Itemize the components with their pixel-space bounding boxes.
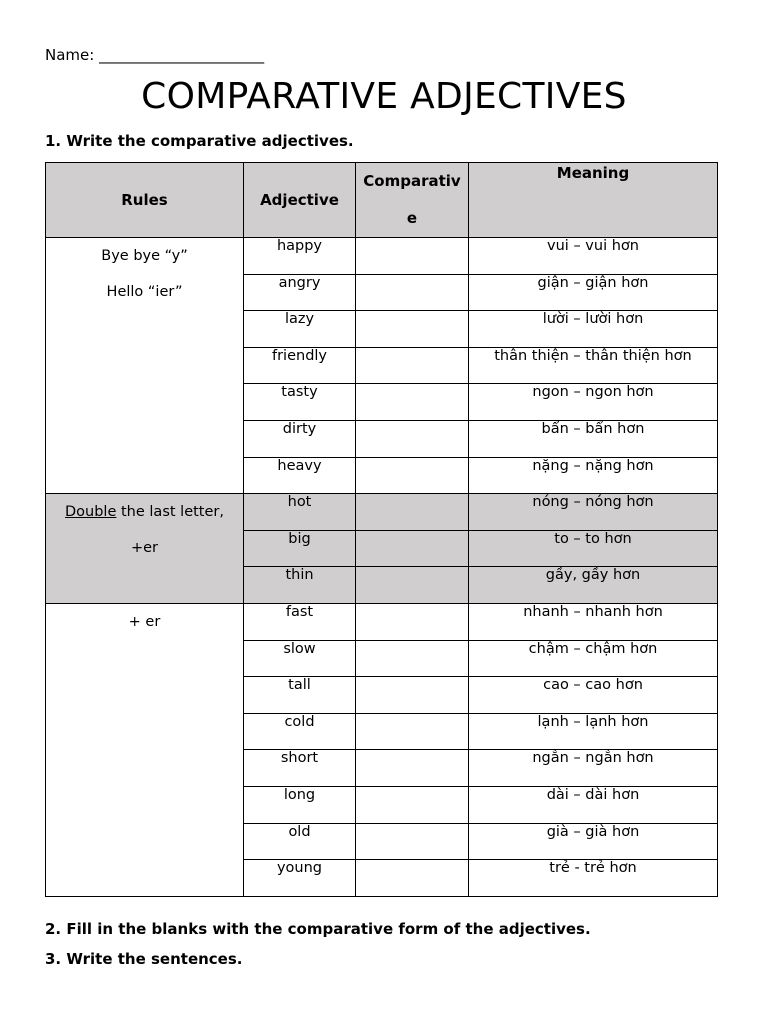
header-meaning-label: Meaning <box>556 164 630 182</box>
adjective-cell: short <box>244 750 356 787</box>
instruction-3: 3. Write the sentences. <box>45 950 243 968</box>
comparative-answer-cell[interactable] <box>356 530 469 567</box>
adjective-cell: tall <box>244 677 356 714</box>
adjective-cell: tasty <box>244 384 356 421</box>
adjective-cell: old <box>244 823 356 860</box>
adjective-cell: lazy <box>244 311 356 348</box>
adjective-cell: happy <box>244 238 356 275</box>
adjective-cell: hot <box>244 494 356 531</box>
meaning-cell: bẩn – bẩn hơn <box>469 420 718 457</box>
meaning-cell: gầy, gầy hơn <box>469 567 718 604</box>
comparative-answer-cell[interactable] <box>356 311 469 348</box>
comparative-answer-cell[interactable] <box>356 860 469 897</box>
header-meaning <box>469 163 718 238</box>
meaning-cell: dài – dài hơn <box>469 786 718 823</box>
instruction-2: 2. Fill in the blanks with the comparative form of the adjectives. <box>45 920 591 938</box>
meaning-cell: cao – cao hơn <box>469 677 718 714</box>
adjective-cell: cold <box>244 713 356 750</box>
meaning-cell: vui – vui hơn <box>469 238 718 275</box>
comparative-answer-cell[interactable] <box>356 494 469 531</box>
table-row <box>46 494 718 531</box>
comparative-answer-cell[interactable] <box>356 567 469 604</box>
header-comparative <box>356 163 469 238</box>
table-row <box>46 238 718 275</box>
adjective-cell: friendly <box>244 347 356 384</box>
meaning-cell: trẻ - trẻ hơn <box>469 860 718 897</box>
meaning-cell: lười – lười hơn <box>469 311 718 348</box>
adjective-cell: angry <box>244 274 356 311</box>
adjective-cell: heavy <box>244 457 356 494</box>
header-adjective: Adjective <box>244 163 356 238</box>
comparative-answer-cell[interactable] <box>356 420 469 457</box>
comparative-answer-cell[interactable] <box>356 677 469 714</box>
adjective-cell: long <box>244 786 356 823</box>
adjective-cell: slow <box>244 640 356 677</box>
rule-cell <box>46 494 244 604</box>
comparative-answer-cell[interactable] <box>356 750 469 787</box>
name-field-label: Name: ______________________ <box>45 46 265 64</box>
table-row <box>46 603 718 640</box>
adjective-cell: thin <box>244 567 356 604</box>
comparative-answer-cell[interactable] <box>356 347 469 384</box>
meaning-cell: thân thiện – thân thiện hơn <box>469 347 718 384</box>
table-header-row <box>46 163 718 238</box>
comparative-answer-cell[interactable] <box>356 713 469 750</box>
meaning-cell: chậm – chậm hơn <box>469 640 718 677</box>
meaning-cell: giận – giận hơn <box>469 274 718 311</box>
comparative-table <box>45 162 718 897</box>
meaning-cell: to – to hơn <box>469 530 718 567</box>
rule-cell <box>46 603 244 896</box>
rule-cell <box>46 238 244 494</box>
adjective-cell: big <box>244 530 356 567</box>
rule-text: Bye bye “y” <box>101 248 188 264</box>
meaning-cell: nặng – nặng hơn <box>469 457 718 494</box>
page-title: COMPARATIVE ADJECTIVES <box>141 76 627 117</box>
header-comparative-line1: Comparativ <box>363 172 461 190</box>
comparative-answer-cell[interactable] <box>356 640 469 677</box>
meaning-cell: nóng – nóng hơn <box>469 494 718 531</box>
rule-text: +er <box>130 540 159 557</box>
adjective-cell: dirty <box>244 420 356 457</box>
comparative-answer-cell[interactable] <box>356 786 469 823</box>
comparative-answer-cell[interactable] <box>356 457 469 494</box>
rule-text: Hello “ier” <box>106 284 183 300</box>
comparative-answer-cell[interactable] <box>356 238 469 275</box>
meaning-cell: ngắn – ngắn hơn <box>469 750 718 787</box>
instruction-1: 1. Write the comparative adjectives. <box>45 132 354 150</box>
adjective-cell: young <box>244 860 356 897</box>
meaning-cell: nhanh – nhanh hơn <box>469 603 718 640</box>
rule-underlined-word: Double <box>65 504 117 521</box>
meaning-cell: lạnh – lạnh hơn <box>469 713 718 750</box>
rule-text: the last letter, <box>116 504 224 521</box>
meaning-cell: ngon – ngon hơn <box>469 384 718 421</box>
rule-text: + er <box>128 613 161 630</box>
comparative-answer-cell[interactable] <box>356 274 469 311</box>
header-comparative-line2: e <box>406 209 418 227</box>
comparative-answer-cell[interactable] <box>356 823 469 860</box>
comparative-answer-cell[interactable] <box>356 384 469 421</box>
comparative-answer-cell[interactable] <box>356 603 469 640</box>
adjective-cell: fast <box>244 603 356 640</box>
header-rules: Rules <box>46 163 244 238</box>
meaning-cell: già – già hơn <box>469 823 718 860</box>
